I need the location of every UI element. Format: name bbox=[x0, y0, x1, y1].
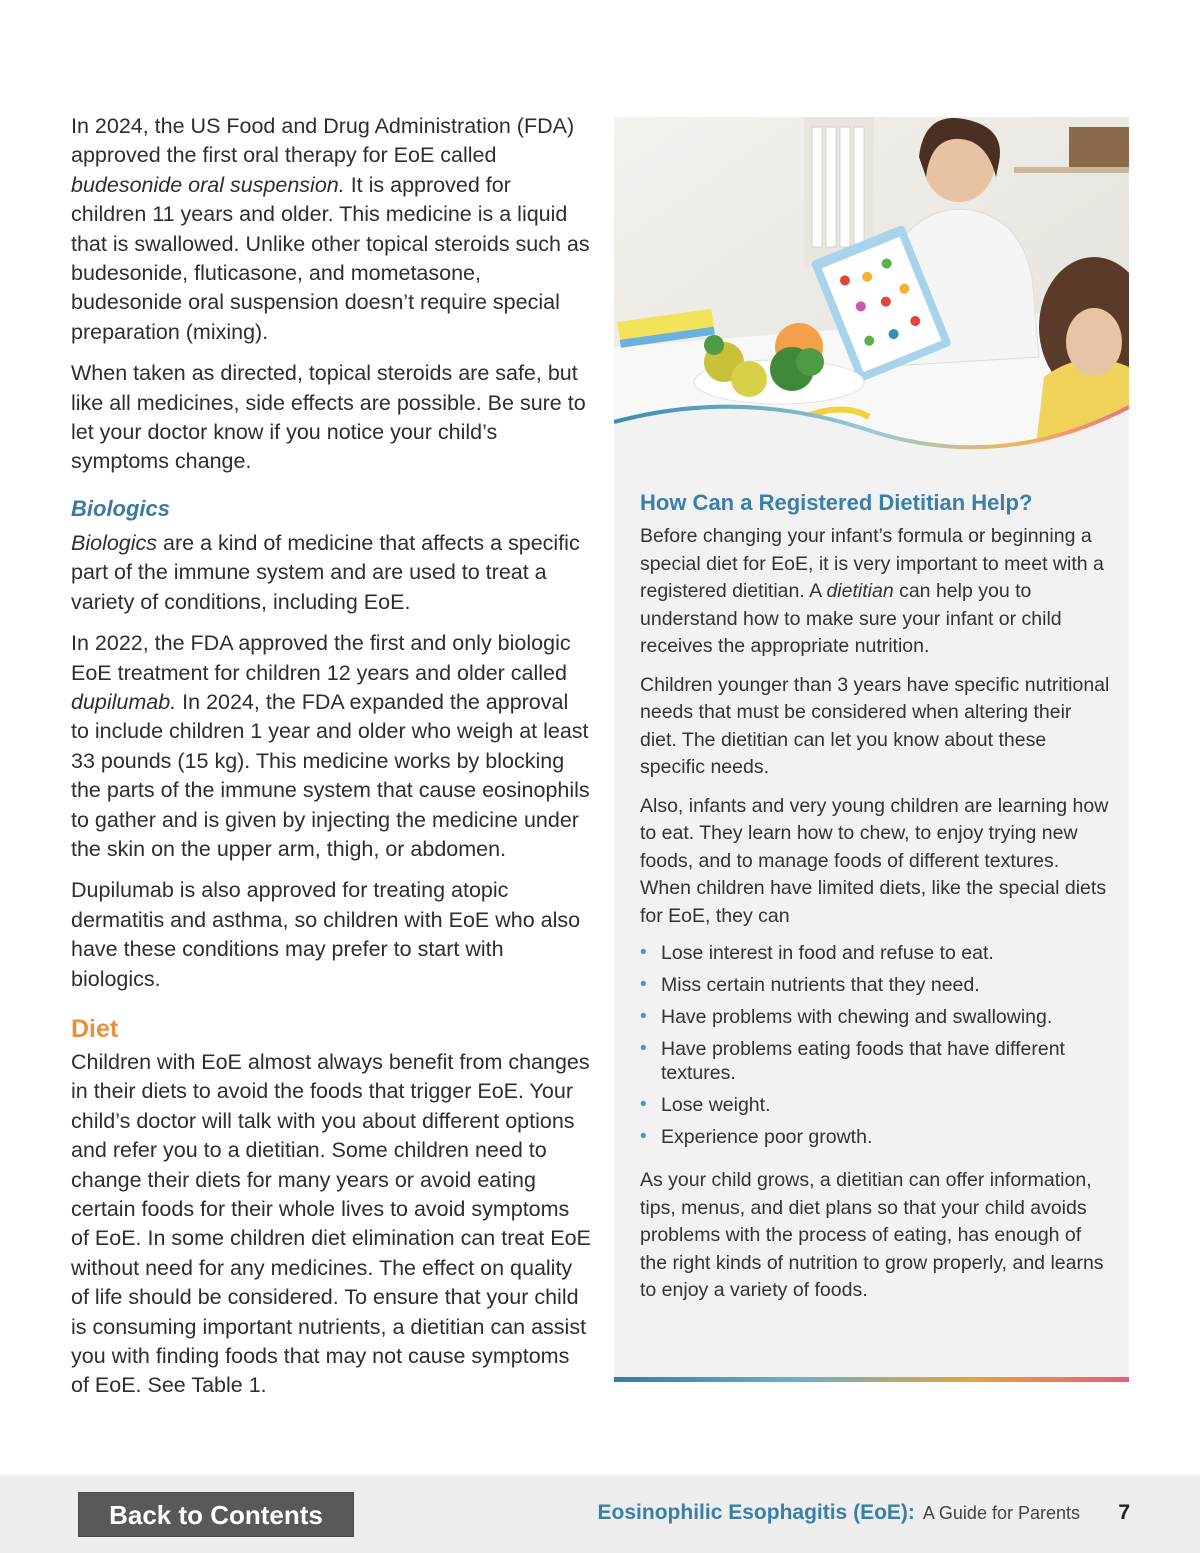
bullet-icon: • bbox=[640, 942, 647, 963]
list-item-text: Lose weight. bbox=[661, 1094, 771, 1116]
paragraph-dupilumab-other-uses: Dupilumab is also approved for treating atopic dermatitis and asthma, so children with EoE who also have these conditions may prefer to start with biologics. bbox=[71, 878, 581, 991]
text-run: are a kind of medicine that affects a specific part of the immune system and are used to treat a variety of conditions, including EoE. bbox=[71, 530, 580, 614]
term-dietitian: dietitian bbox=[826, 580, 894, 602]
back-to-contents-button[interactable]: Back to Contents bbox=[78, 1492, 354, 1537]
bullet-icon: • bbox=[640, 1126, 647, 1147]
list-item bbox=[640, 941, 1110, 965]
sidebar-paragraph-nutrition: Children younger than 3 years have specific nutritional needs that must be considered when altering their diet. The dietitian can let you know about these specific needs. bbox=[640, 673, 1110, 778]
list-item bbox=[640, 973, 1110, 997]
bullet-icon: • bbox=[640, 1038, 647, 1059]
footer-guide-title bbox=[598, 1499, 1080, 1527]
text-run: Before changing your infant’s formula or beginning a special diet for EoE, it is very important to meet with a registered dietitian. A bbox=[640, 525, 1104, 602]
dietitian-photo bbox=[614, 117, 1129, 463]
drug-name: dupilumab. bbox=[71, 689, 177, 714]
sidebar-paragraph-learning: Also, infants and very young children are learning how to eat. They learn how to chew, to enjoy trying new foods, and to manage foods of different textures. When children have limited diets, like the special diets for EoE, they can bbox=[640, 794, 1109, 927]
effects-list bbox=[640, 941, 1110, 1149]
term-biologics: Biologics bbox=[71, 530, 158, 555]
list-item-text: Have problems eating foods that have different textures. bbox=[661, 1038, 1065, 1084]
footer-title-main: Eosinophilic Esophagitis (EoE): bbox=[597, 1501, 915, 1524]
sidebar-divider bbox=[614, 1377, 1129, 1382]
text-run: It is approved for children 11 years and older. This medicine is a liquid that is swallowed. Unlike other topical steroids such as budesonide, fluticasone, and mometasone, budesonide oral suspension doesn’t require special preparation (mixing). bbox=[71, 172, 590, 344]
paragraph-diet: Children with EoE almost always benefit from changes in their diets to avoid the foods that trigger EoE. Your child’s doctor will talk with you about different options and refer you to a dietitian. Some children need to change their diets for many years or avoid eating certain foods for their whole lives to avoid symptoms of EoE. In some children diet elimination can treat EoE without need for any medicines. The effect on quality of life should be considered. To ensure that your child is consuming important nutrients, a dietitian can assist you with finding foods that may not cause symptoms of EoE. See Table 1. bbox=[71, 1049, 591, 1398]
list-item-text: Miss certain nutrients that they need. bbox=[661, 974, 980, 996]
list-item bbox=[640, 1037, 1110, 1085]
text-run: can help you to understand how to make sure your infant or child receives the appropriate nutrition. bbox=[640, 580, 1062, 657]
bullet-icon: • bbox=[640, 1006, 647, 1027]
list-item bbox=[640, 1093, 1110, 1117]
paragraph-biologics-definition bbox=[71, 529, 591, 617]
list-item bbox=[640, 1125, 1110, 1149]
page-footer bbox=[0, 1475, 1200, 1553]
list-item-text: Lose interest in food and refuse to eat. bbox=[661, 942, 994, 964]
paragraph-side-effects: When taken as directed, topical steroids are safe, but like all medicines, side effects are possible. Be sure to let your doctor know if you notice your child’s symptoms change. bbox=[71, 361, 586, 474]
list-item-text: Have problems with chewing and swallowing. bbox=[661, 1006, 1053, 1028]
drug-name: budesonide oral suspension. bbox=[71, 172, 345, 197]
dietitian-sidebar bbox=[614, 117, 1129, 1377]
sidebar-heading: How Can a Registered Dietitian Help? bbox=[640, 490, 1033, 515]
paragraph-dupilumab bbox=[71, 629, 591, 864]
sidebar-content bbox=[640, 489, 1110, 1316]
sidebar-paragraph-intro bbox=[640, 523, 1110, 661]
text-run: In 2024, the FDA expanded the approval to include children 1 year and older who weigh at least 33 pounds (15 kg). This medicine works by blocking the parts of the immune system that cause eosinophils to gather and is given by injecting the medicine under the skin on the upper arm, thigh, or abdomen. bbox=[71, 689, 590, 861]
paragraph-oral-therapy bbox=[71, 112, 591, 347]
diet-heading: Diet bbox=[71, 1014, 119, 1043]
page-number: 7 bbox=[1118, 1501, 1130, 1524]
text-run: In 2024, the US Food and Drug Administration (FDA) approved the first oral therapy for EoE called bbox=[71, 114, 575, 168]
text-run: In 2022, the FDA approved the first and only biologic EoE treatment for children 12 years and older called bbox=[71, 631, 571, 685]
footer-title-sub: A Guide for Parents bbox=[922, 1503, 1080, 1523]
bullet-icon: • bbox=[640, 1094, 647, 1115]
biologics-heading: Biologics bbox=[71, 495, 171, 521]
bullet-icon: • bbox=[640, 974, 647, 995]
main-text-column bbox=[71, 112, 591, 1413]
sidebar-paragraph-growth: As your child grows, a dietitian can offer information, tips, menus, and diet plans so that your child avoids problems with the process of eating, has enough of the right kinds of nutrition to grow properly, and learns to enjoy a variety of foods. bbox=[640, 1169, 1104, 1301]
list-item bbox=[640, 1005, 1110, 1029]
list-item-text: Experience poor growth. bbox=[661, 1126, 873, 1148]
